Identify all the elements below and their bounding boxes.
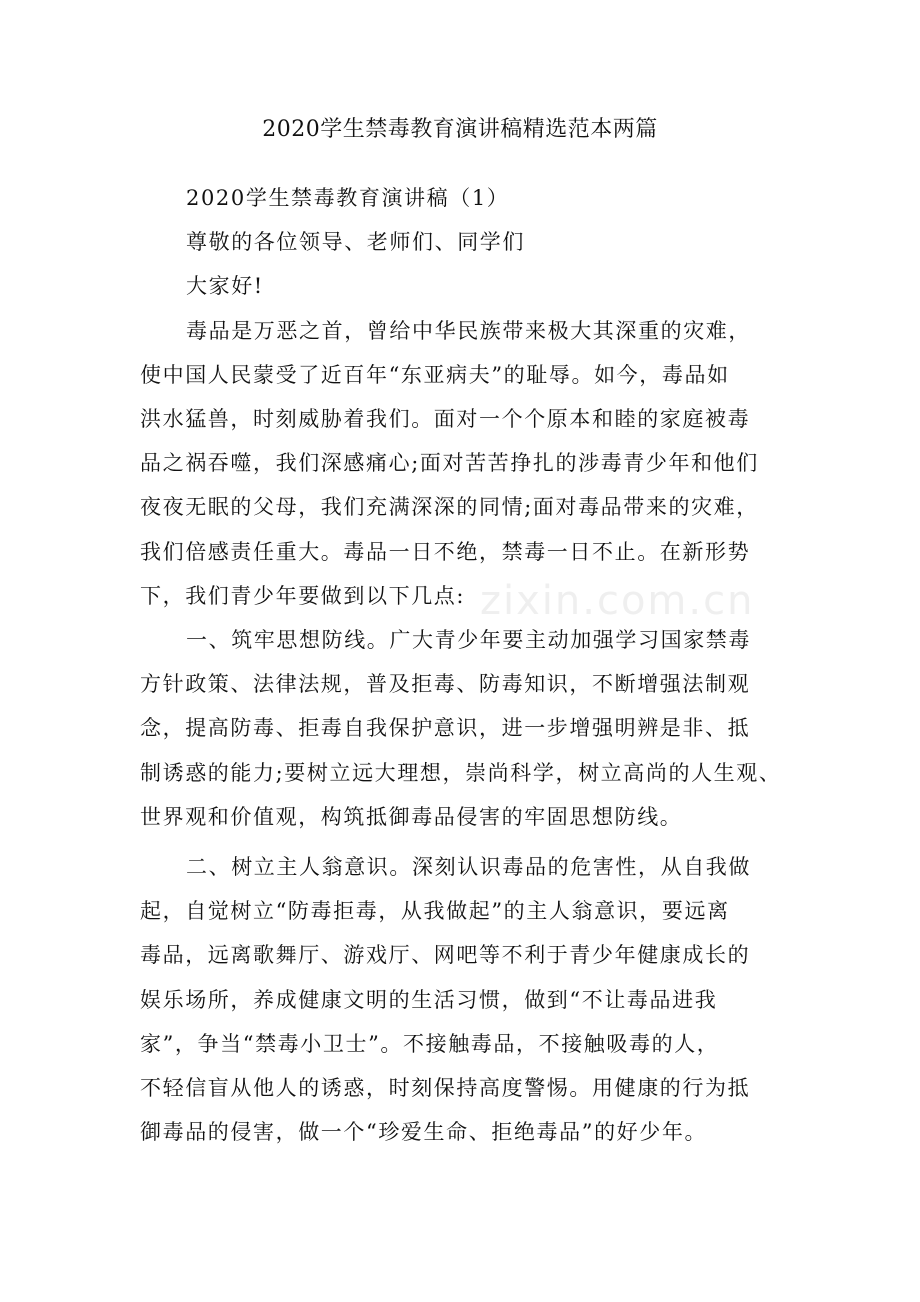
salutation: 尊敬的各位领导、老师们、同学们 xyxy=(186,230,525,255)
paragraph-line: 二、树立主人翁意识。深刻认识毒品的危害性，从自我做 xyxy=(186,855,751,880)
paragraph-line: 制诱惑的能力;要树立远大理想，崇尚科学，树立高尚的人生观、 xyxy=(140,760,782,785)
paragraph-line: 不轻信盲从他人的诱惑，时刻保持高度警惕。用健康的行为抵 xyxy=(140,1076,751,1101)
document-body xyxy=(140,176,795,1154)
document-title: 2020学生禁毒教育演讲稿精选范本两篇 xyxy=(262,117,658,142)
paragraph-line: 念，提高防毒、拒毒自我保护意识，进一步增强明辨是非、抵 xyxy=(140,716,751,741)
paragraph-line: 下，我们青少年要做到以下几点: xyxy=(140,583,466,608)
paragraph-line: 娱乐场所，养成健康文明的生活习惯，做到“不让毒品进我 xyxy=(140,987,718,1012)
paragraph-line: 方针政策、法律法规，普及拒毒、防毒知识，不断增强法制观 xyxy=(140,672,751,697)
paragraph-line: 夜夜无眠的父母，我们充满深深的同情;面对毒品带来的灾难， xyxy=(140,495,759,520)
paragraph-line: 毒品是万恶之首，曾给中华民族带来极大其深重的灾难， xyxy=(186,318,751,343)
paragraph-line: 起，自觉树立“防毒拒毒，从我做起”的主人翁意识，要远离 xyxy=(140,899,730,924)
paragraph-line: 毒品，远离歌舞厅、游戏厅、网吧等不利于青少年健康成长的 xyxy=(140,943,751,968)
paragraph-line: 御毒品的侵害，做一个“珍爱生命、拒绝毒品”的好少年。 xyxy=(140,1120,708,1145)
paragraph-line: 使中国人民蒙受了近百年“东亚病夫”的耻辱。如今，毒品如 xyxy=(140,362,730,387)
paragraph-line: 家”，争当“禁毒小卫士”。不接触毒品，不接触吸毒的人， xyxy=(140,1031,720,1056)
paragraph-line: 世界观和价值观，构筑抵御毒品侵害的牢固思想防线。 xyxy=(140,804,683,829)
paragraph-line: 我们倍感责任重大。毒品一日不绝，禁毒一日不止。在新形势 xyxy=(140,539,751,564)
paragraph-line: 品之祸吞噬，我们深感痛心;面对苦苦挣扎的涉毒青少年和他们 xyxy=(140,451,759,476)
paragraph-line: 洪水猛兽，时刻威胁着我们。面对一个个原本和睦的家庭被毒 xyxy=(140,407,751,432)
watermark: zixin.com.cn xyxy=(480,578,755,624)
speech-heading: 2020学生禁毒教育演讲稿（1） xyxy=(186,186,510,210)
greeting: 大家好! xyxy=(186,274,264,299)
paragraph-line: 一、筑牢思想防线。广大青少年要主动加强学习国家禁毒 xyxy=(186,628,751,653)
